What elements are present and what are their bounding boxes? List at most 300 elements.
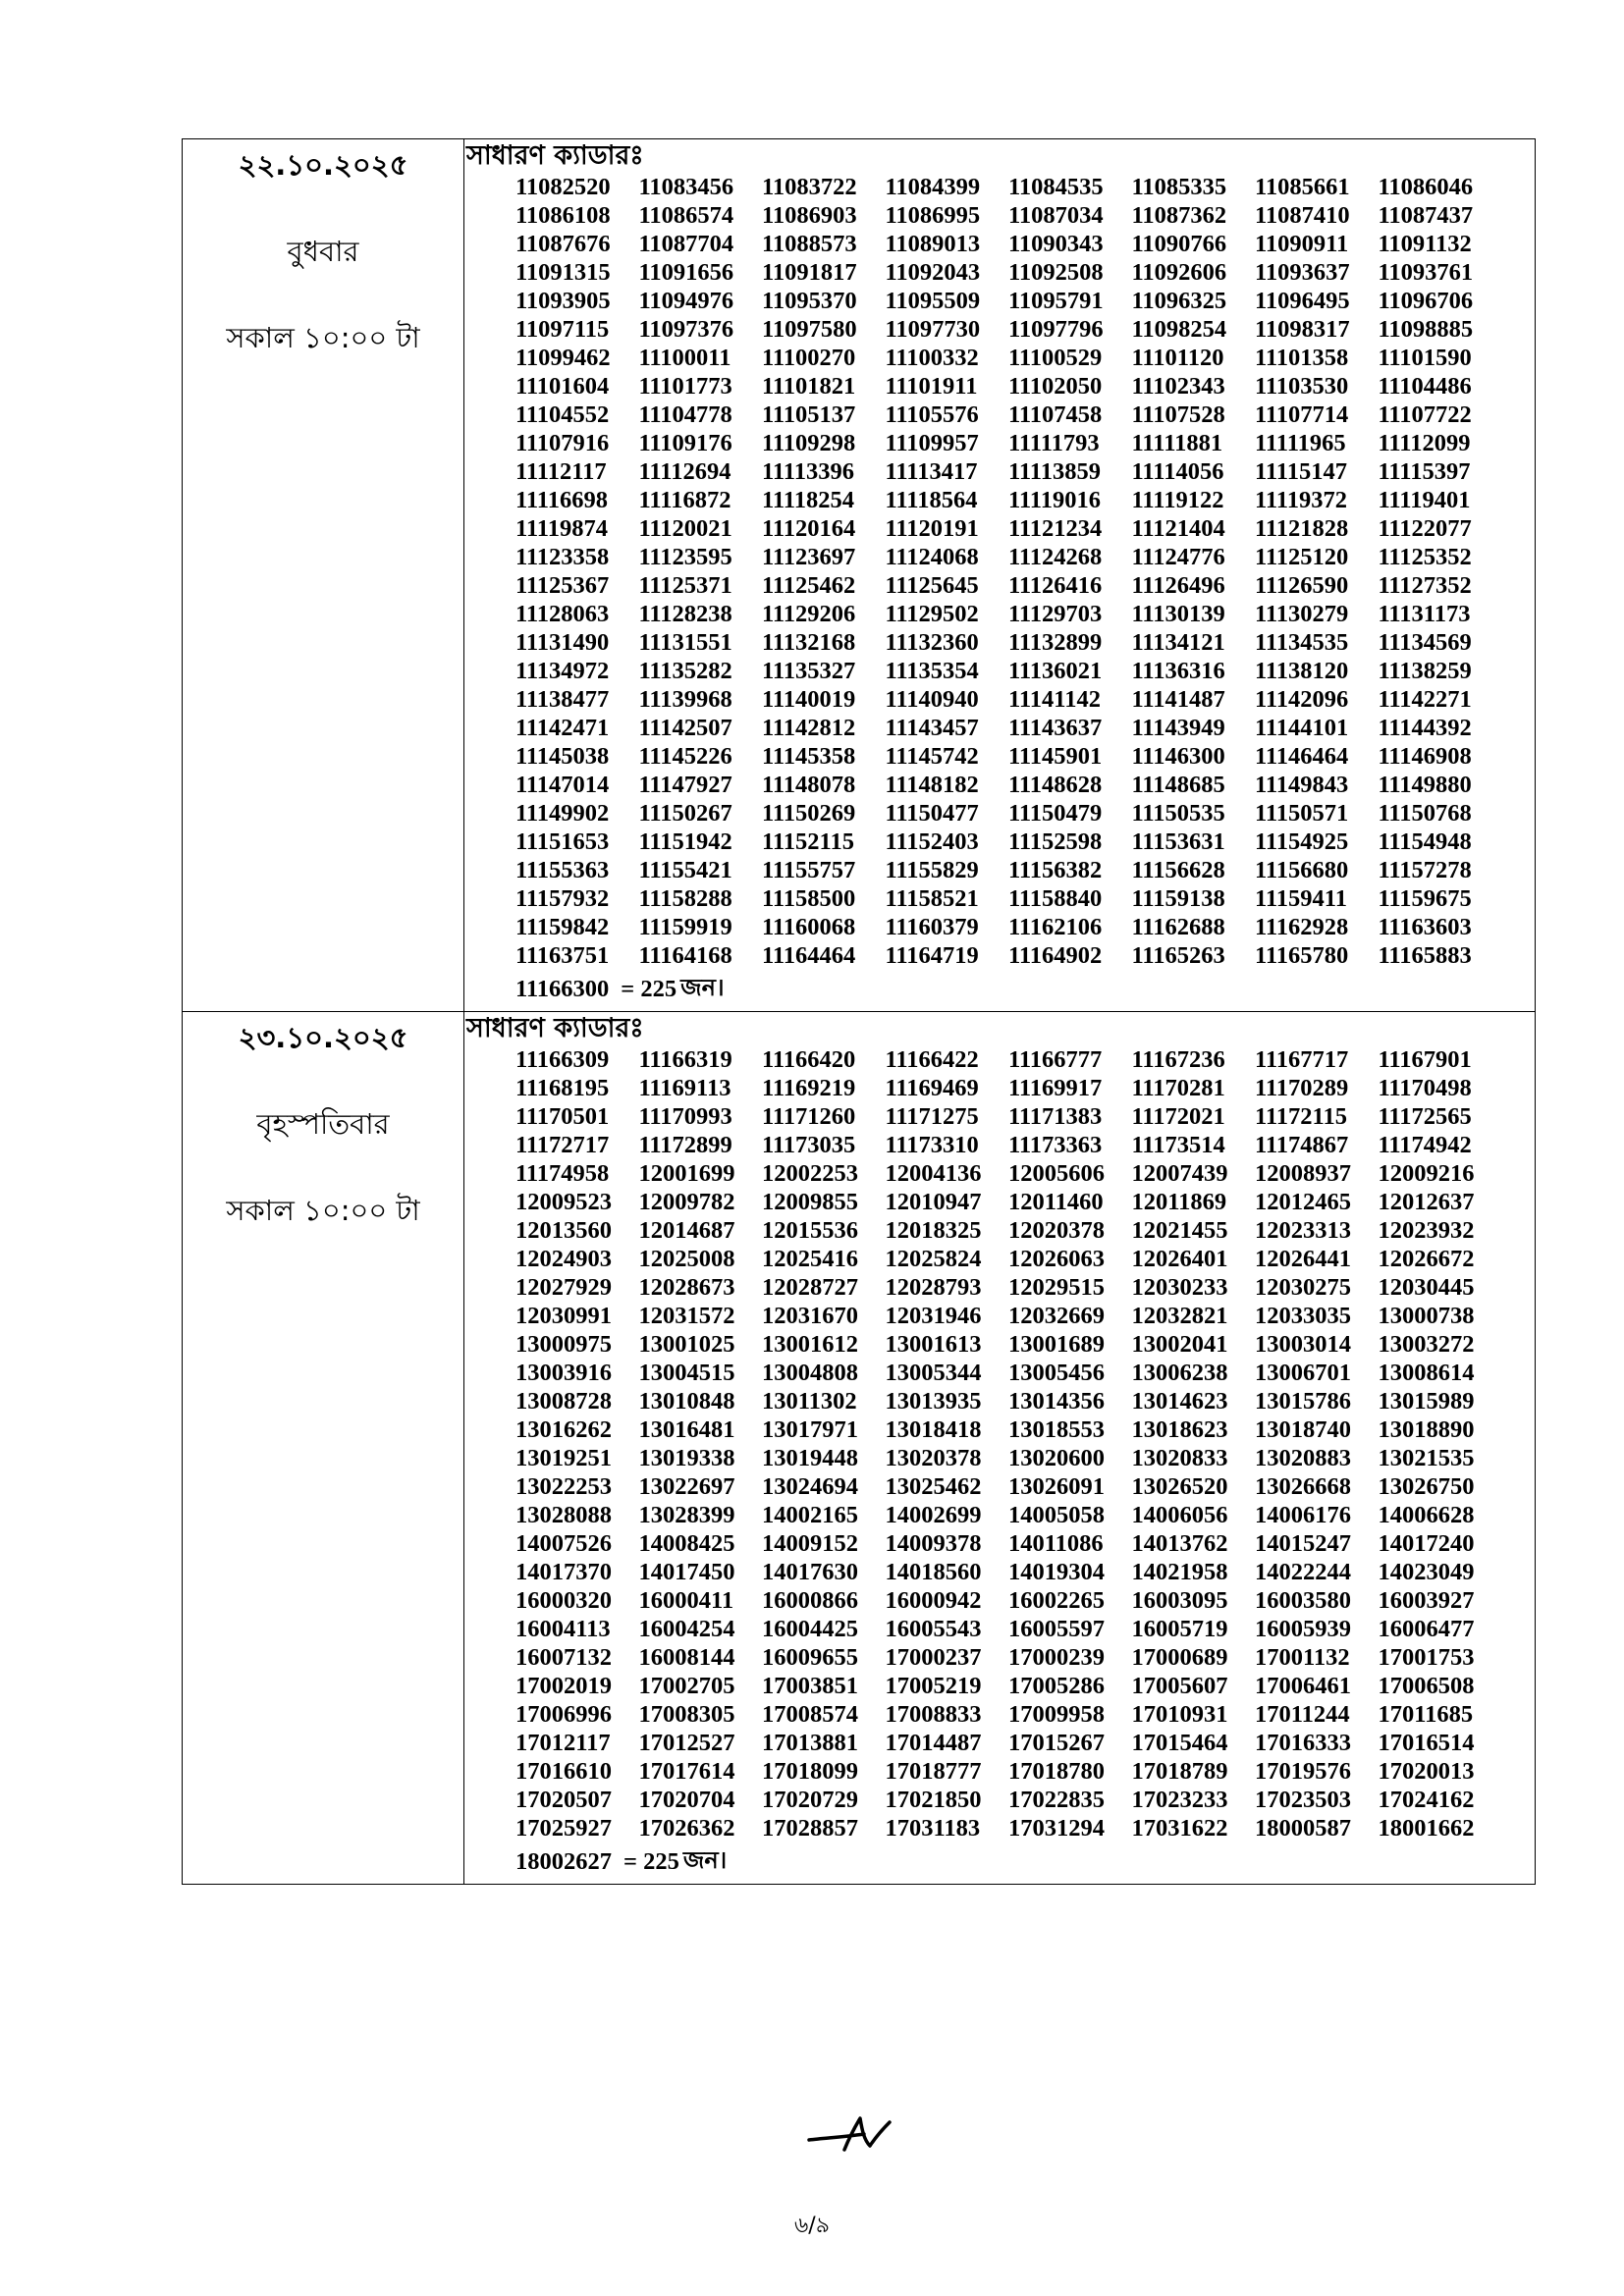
roll-row (515, 287, 1535, 315)
roll-number: 17020507 (515, 1787, 612, 1813)
roll-number: 11101604 (515, 373, 610, 400)
roll-number: 11107458 (1008, 401, 1103, 428)
roll-number: 11143949 (1131, 715, 1225, 741)
roll-number: 11142271 (1378, 686, 1472, 713)
roll-number: 11116872 (638, 487, 731, 513)
roll-number: 17011244 (1255, 1701, 1350, 1728)
roll-number: 11174867 (1255, 1132, 1349, 1158)
roll-row (515, 1786, 1535, 1814)
roll-number: 13001025 (638, 1331, 735, 1358)
roll-number: 11089013 (885, 231, 981, 257)
roll-number: 17012117 (515, 1730, 611, 1756)
roll-number: 14002165 (762, 1502, 858, 1528)
roll-number: 11141487 (1131, 686, 1225, 713)
roll-number: 11096495 (1255, 288, 1350, 314)
roll-number: 13016262 (515, 1416, 612, 1443)
roll-number: 11131173 (1378, 601, 1471, 627)
roll-number: 16008144 (638, 1644, 735, 1671)
roll-number: 11142507 (638, 715, 732, 741)
roll-number: 11164168 (638, 942, 732, 969)
roll-number: 11165263 (1131, 942, 1225, 969)
roll-number: 17008305 (638, 1701, 735, 1728)
roll-number: 11136021 (1008, 658, 1103, 684)
roll-list-cell (464, 139, 1536, 1012)
roll-number: 11172717 (515, 1132, 610, 1158)
roll-number: 11129206 (762, 601, 856, 627)
roll-number: 11111965 (1255, 430, 1346, 456)
roll-number: 13026520 (1131, 1473, 1228, 1500)
roll-number: 12032669 (1008, 1303, 1105, 1329)
roll-number: 11097115 (515, 316, 610, 343)
total-row (515, 1842, 1535, 1884)
roll-number: 13013935 (885, 1388, 982, 1415)
roll-number: 17002019 (515, 1673, 612, 1699)
roll-number: 12026401 (1131, 1246, 1228, 1272)
roll-number: 11086574 (638, 202, 734, 229)
roll-row (515, 1729, 1535, 1757)
roll-number: 13020883 (1255, 1445, 1351, 1471)
roll-number: 12012637 (1378, 1189, 1475, 1215)
roll-number: 11087676 (515, 231, 611, 257)
roll-number: 11111793 (1008, 430, 1100, 456)
roll-row (515, 941, 1535, 970)
roll-number: 11097580 (762, 316, 857, 343)
roll-number: 13020600 (1008, 1445, 1105, 1471)
roll-number: 11095370 (762, 288, 857, 314)
roll-number: 16007132 (515, 1644, 612, 1671)
roll-number: 11090766 (1131, 231, 1227, 257)
roll-row (515, 344, 1535, 372)
roll-row (515, 1045, 1535, 1074)
roll-number: 12030991 (515, 1303, 612, 1329)
roll-number: 17000237 (885, 1644, 982, 1671)
roll-number: 11093761 (1378, 259, 1474, 286)
roll-number: 11118564 (885, 487, 978, 513)
roll-number: 11171260 (762, 1103, 856, 1130)
roll-number: 12023313 (1255, 1217, 1351, 1244)
roll-number: 13026750 (1378, 1473, 1475, 1500)
roll-number: 16003927 (1378, 1587, 1475, 1614)
roll-number: 11105137 (762, 401, 856, 428)
roll-number: 11085335 (1131, 174, 1227, 200)
roll-number: 11147014 (515, 772, 610, 798)
roll-number: 13019448 (762, 1445, 858, 1471)
roll-number: 11132168 (762, 629, 856, 656)
roll-number: 17006461 (1255, 1673, 1351, 1699)
roll-number: 11164719 (885, 942, 979, 969)
roll-number: 14023049 (1378, 1559, 1475, 1585)
roll-number: 11107528 (1131, 401, 1225, 428)
roll-number: 11148182 (885, 772, 979, 798)
roll-number: 12008937 (1255, 1160, 1351, 1187)
roll-number: 11166420 (762, 1046, 856, 1073)
roll-number: 17006996 (515, 1701, 612, 1728)
roll-number: 11123595 (638, 544, 732, 570)
roll-number: 11170281 (1131, 1075, 1225, 1101)
roll-row (515, 1359, 1535, 1387)
roll-number: 17014487 (885, 1730, 982, 1756)
roll-number: 12026063 (1008, 1246, 1105, 1272)
roll-row (515, 457, 1535, 486)
roll-number: 11160379 (885, 914, 979, 940)
roll-number: 12031946 (885, 1303, 982, 1329)
roll-number: 11172021 (1131, 1103, 1225, 1130)
roll-number: 11162928 (1255, 914, 1349, 940)
roll-number: 11126416 (1008, 572, 1103, 599)
roll-number: 12020378 (1008, 1217, 1105, 1244)
roll-numbers (464, 1045, 1535, 1884)
roll-number: 11150768 (1378, 800, 1472, 827)
roll-number: 17016610 (515, 1758, 612, 1785)
roll-number: 11156382 (1008, 857, 1103, 883)
roll-number: 16005939 (1255, 1616, 1351, 1642)
roll-number: 17009958 (1008, 1701, 1105, 1728)
roll-number: 14013762 (1131, 1530, 1228, 1557)
roll-number: 11134972 (515, 658, 610, 684)
roll-number: 11140019 (762, 686, 856, 713)
roll-number: 13019251 (515, 1445, 612, 1471)
roll-number: 11120191 (885, 515, 979, 542)
roll-number: 13003272 (1378, 1331, 1475, 1358)
roll-number: 13028399 (638, 1502, 735, 1528)
roll-number: 12015536 (762, 1217, 858, 1244)
roll-number: 11165883 (1378, 942, 1472, 969)
roll-number: 17026362 (638, 1815, 735, 1842)
roll-number: 11121234 (1008, 515, 1103, 542)
roll-number: 13006238 (1131, 1360, 1228, 1386)
roll-number: 11124268 (1008, 544, 1103, 570)
roll-number: 11150267 (638, 800, 732, 827)
roll-number: 12024903 (515, 1246, 612, 1272)
roll-row (515, 1102, 1535, 1131)
roll-number: 17012527 (638, 1730, 735, 1756)
roll-row (515, 884, 1535, 913)
roll-number: 11152598 (1008, 828, 1103, 855)
roll-number: 11086046 (1378, 174, 1474, 200)
roll-number: 17023233 (1131, 1787, 1228, 1813)
roll-number: 11104486 (1378, 373, 1472, 400)
roll-number: 11125352 (1378, 544, 1472, 570)
roll-number: 11174958 (515, 1160, 610, 1187)
roll-number: 11170498 (1378, 1075, 1472, 1101)
roll-number: 13018553 (1008, 1416, 1105, 1443)
roll-number: 11169219 (762, 1075, 856, 1101)
roll-number: 12009523 (515, 1189, 612, 1215)
roll-number: 11107916 (515, 430, 610, 456)
roll-number: 12029515 (1008, 1274, 1105, 1301)
roll-number: 17000689 (1131, 1644, 1228, 1671)
roll-number: 17020704 (638, 1787, 735, 1813)
roll-number: 17018780 (1008, 1758, 1105, 1785)
roll-number: 11151653 (515, 828, 610, 855)
roll-number: 11152403 (885, 828, 979, 855)
roll-number: 12025008 (638, 1246, 735, 1272)
roll-number: 17024162 (1378, 1787, 1475, 1813)
cadre-label: সাধারণ ক্যাডারঃ (466, 1013, 644, 1043)
roll-number: 11170289 (1255, 1075, 1349, 1101)
exam-schedule-table (182, 138, 1536, 1885)
roll-number: 11100332 (885, 345, 979, 371)
roll-number: 11164464 (762, 942, 856, 969)
roll-number: 11119016 (1008, 487, 1101, 513)
roll-number: 17015464 (1131, 1730, 1228, 1756)
roll-number: 17018777 (885, 1758, 982, 1785)
roll-row (515, 1615, 1535, 1643)
roll-number: 17031183 (885, 1815, 981, 1842)
roll-number: 13014623 (1131, 1388, 1228, 1415)
exam-day: বুধবার (287, 235, 359, 268)
roll-number: 11129502 (885, 601, 979, 627)
roll-row (515, 1273, 1535, 1302)
roll-number: 11166422 (885, 1046, 979, 1073)
roll-row (515, 742, 1535, 771)
roll-number: 11136316 (1131, 658, 1225, 684)
roll-number: 11154948 (1378, 828, 1472, 855)
roll-number: 17006508 (1378, 1673, 1475, 1699)
roll-number: 11120164 (762, 515, 856, 542)
roll-row (515, 1188, 1535, 1216)
roll-number: 11151942 (638, 828, 732, 855)
roll-number: 11172565 (1378, 1103, 1472, 1130)
roll-number: 11172899 (638, 1132, 732, 1158)
roll-number: 11095791 (1008, 288, 1104, 314)
roll-number: 17020013 (1378, 1758, 1475, 1785)
roll-row (515, 1501, 1535, 1529)
roll-number: 13024694 (762, 1473, 858, 1500)
last-roll-number: 11166300 (515, 976, 610, 1002)
roll-number: 13018623 (1131, 1416, 1228, 1443)
roll-number: 14017630 (762, 1559, 858, 1585)
roll-number: 13016481 (638, 1416, 735, 1443)
roll-number: 13001689 (1008, 1331, 1105, 1358)
roll-number: 11158288 (638, 885, 732, 912)
roll-number: 18000587 (1255, 1815, 1351, 1842)
roll-number: 17018789 (1131, 1758, 1228, 1785)
roll-number: 13006701 (1255, 1360, 1351, 1386)
roll-row (515, 1387, 1535, 1415)
roll-number: 11083456 (638, 174, 734, 200)
roll-number: 11145038 (515, 743, 610, 770)
roll-number: 18001662 (1378, 1815, 1475, 1842)
roll-number: 13018740 (1255, 1416, 1351, 1443)
roll-number: 11125120 (1255, 544, 1349, 570)
roll-number: 12010947 (885, 1189, 982, 1215)
roll-number: 13004808 (762, 1360, 858, 1386)
roll-number: 11162688 (1131, 914, 1225, 940)
roll-number: 16000866 (762, 1587, 858, 1614)
roll-number: 16005597 (1008, 1616, 1105, 1642)
roll-number: 11167901 (1378, 1046, 1472, 1073)
roll-row (515, 1159, 1535, 1188)
roll-number: 11084535 (1008, 174, 1104, 200)
roll-number: 11145742 (885, 743, 979, 770)
roll-number: 14017450 (638, 1559, 735, 1585)
roll-number: 14011086 (1008, 1530, 1104, 1557)
roll-number: 11135282 (638, 658, 732, 684)
roll-number: 11159675 (1378, 885, 1472, 912)
roll-number: 11156680 (1255, 857, 1349, 883)
roll-number: 11122077 (1378, 515, 1472, 542)
roll-number: 11121404 (1131, 515, 1225, 542)
roll-number: 11087410 (1255, 202, 1350, 229)
roll-number: 11107714 (1255, 401, 1349, 428)
roll-number: 11094976 (638, 288, 734, 314)
roll-number: 16002265 (1008, 1587, 1105, 1614)
roll-number: 11098317 (1255, 316, 1350, 343)
roll-number: 11142812 (762, 715, 856, 741)
roll-number: 12013560 (515, 1217, 612, 1244)
roll-number: 13011302 (762, 1388, 857, 1415)
roll-list-cell (464, 1012, 1536, 1885)
roll-row (515, 1074, 1535, 1102)
roll-row (515, 1529, 1535, 1558)
roll-number: 11148078 (762, 772, 856, 798)
roll-number: 17025927 (515, 1815, 612, 1842)
roll-number: 11098885 (1378, 316, 1474, 343)
roll-number: 11092508 (1008, 259, 1104, 286)
roll-number: 11113859 (1008, 458, 1101, 485)
roll-number: 17018099 (762, 1758, 858, 1785)
total-unit: জন। (682, 1846, 728, 1874)
roll-number: 12004136 (885, 1160, 982, 1187)
roll-number: 11138120 (1255, 658, 1349, 684)
roll-number: 11091315 (515, 259, 611, 286)
date-cell (183, 1012, 464, 1885)
roll-number: 11092606 (1131, 259, 1227, 286)
roll-number: 12011869 (1131, 1189, 1227, 1215)
total-count: = 225 (621, 976, 677, 1002)
roll-number: 11120021 (638, 515, 732, 542)
roll-number: 13001613 (885, 1331, 982, 1358)
roll-number: 12028727 (762, 1274, 858, 1301)
roll-number: 11121828 (1255, 515, 1349, 542)
exam-date: ২৩.১০.২০২৫ (238, 1021, 408, 1054)
roll-row (515, 258, 1535, 287)
roll-number: 14009152 (762, 1530, 858, 1557)
roll-number: 11173363 (1008, 1132, 1103, 1158)
roll-number: 11115397 (1378, 458, 1471, 485)
roll-number: 11087362 (1131, 202, 1227, 229)
roll-number: 11113417 (885, 458, 978, 485)
roll-number: 11147927 (638, 772, 732, 798)
roll-number: 11143457 (885, 715, 979, 741)
roll-number: 11166309 (515, 1046, 610, 1073)
roll-number: 13022253 (515, 1473, 612, 1500)
roll-number: 17020729 (762, 1787, 858, 1813)
roll-number: 11135354 (885, 658, 979, 684)
roll-number: 11104778 (638, 401, 732, 428)
roll-number: 11103530 (1255, 373, 1349, 400)
roll-number: 13005344 (885, 1360, 982, 1386)
roll-row (515, 372, 1535, 400)
roll-number: 11134121 (1131, 629, 1225, 656)
roll-number: 11169917 (1008, 1075, 1103, 1101)
roll-number: 11130139 (1131, 601, 1225, 627)
roll-row (515, 1558, 1535, 1586)
roll-number: 11084399 (885, 174, 981, 200)
roll-number: 11146908 (1378, 743, 1472, 770)
roll-number: 11111881 (1131, 430, 1223, 456)
roll-number: 12033035 (1255, 1303, 1351, 1329)
roll-number: 11132899 (1008, 629, 1103, 656)
roll-number: 14006056 (1131, 1502, 1228, 1528)
roll-row (515, 1814, 1535, 1842)
roll-number: 11165780 (1255, 942, 1349, 969)
roll-number: 11159842 (515, 914, 610, 940)
roll-number: 11157932 (515, 885, 610, 912)
roll-number: 11101358 (1255, 345, 1349, 371)
roll-row (515, 828, 1535, 856)
roll-number: 12025416 (762, 1246, 858, 1272)
roll-number: 12001699 (638, 1160, 735, 1187)
roll-number: 11119122 (1131, 487, 1224, 513)
roll-row (515, 1586, 1535, 1615)
roll-number: 17005286 (1008, 1673, 1105, 1699)
roll-number: 11125367 (515, 572, 610, 599)
roll-number: 11170501 (515, 1103, 610, 1130)
roll-number: 11150571 (1255, 800, 1349, 827)
roll-number: 11149880 (1378, 772, 1472, 798)
roll-number: 11155363 (515, 857, 610, 883)
roll-row (515, 1700, 1535, 1729)
roll-number: 14006628 (1378, 1502, 1475, 1528)
roll-number: 11134569 (1378, 629, 1472, 656)
page-number: ৬/৯ (794, 2214, 830, 2238)
roll-number: 11091656 (638, 259, 734, 286)
roll-number: 14019304 (1008, 1559, 1105, 1585)
roll-number: 14021958 (1131, 1559, 1228, 1585)
roll-number: 16006477 (1378, 1616, 1475, 1642)
roll-number: 12021455 (1131, 1217, 1228, 1244)
roll-row (515, 315, 1535, 344)
roll-number: 14015247 (1255, 1530, 1351, 1557)
roll-number: 14017240 (1378, 1530, 1475, 1557)
roll-row (515, 486, 1535, 514)
roll-number: 11128238 (638, 601, 732, 627)
roll-number: 11109957 (885, 430, 979, 456)
roll-number: 11174942 (1378, 1132, 1472, 1158)
roll-number: 11123358 (515, 544, 610, 570)
exam-time: সকাল ১০:০০ টা (226, 321, 420, 354)
roll-number: 17002705 (638, 1673, 735, 1699)
roll-number: 11097796 (1008, 316, 1104, 343)
roll-number: 11112694 (638, 458, 731, 485)
roll-number: 13017971 (762, 1416, 858, 1443)
roll-number: 11100529 (1008, 345, 1103, 371)
roll-number: 11159919 (638, 914, 732, 940)
roll-number: 11155757 (762, 857, 856, 883)
roll-number: 11098254 (1131, 316, 1227, 343)
roll-number: 12009855 (762, 1189, 858, 1215)
roll-number: 11142096 (1255, 686, 1349, 713)
roll-number: 12018325 (885, 1217, 982, 1244)
roll-number: 11126496 (1131, 572, 1225, 599)
roll-number: 11173514 (1131, 1132, 1225, 1158)
roll-row (515, 571, 1535, 600)
roll-number: 11154925 (1255, 828, 1349, 855)
roll-number: 11115147 (1255, 458, 1347, 485)
roll-number: 11097730 (885, 316, 981, 343)
roll-number: 11113396 (762, 458, 854, 485)
roll-number: 13026091 (1008, 1473, 1105, 1500)
roll-number: 11158521 (885, 885, 979, 912)
roll-number: 11104552 (515, 401, 610, 428)
roll-number: 11088573 (762, 231, 857, 257)
roll-number: 13014356 (1008, 1388, 1105, 1415)
signature-mark (805, 2110, 893, 2160)
roll-number: 16000942 (885, 1587, 982, 1614)
roll-number: 17022835 (1008, 1787, 1105, 1813)
